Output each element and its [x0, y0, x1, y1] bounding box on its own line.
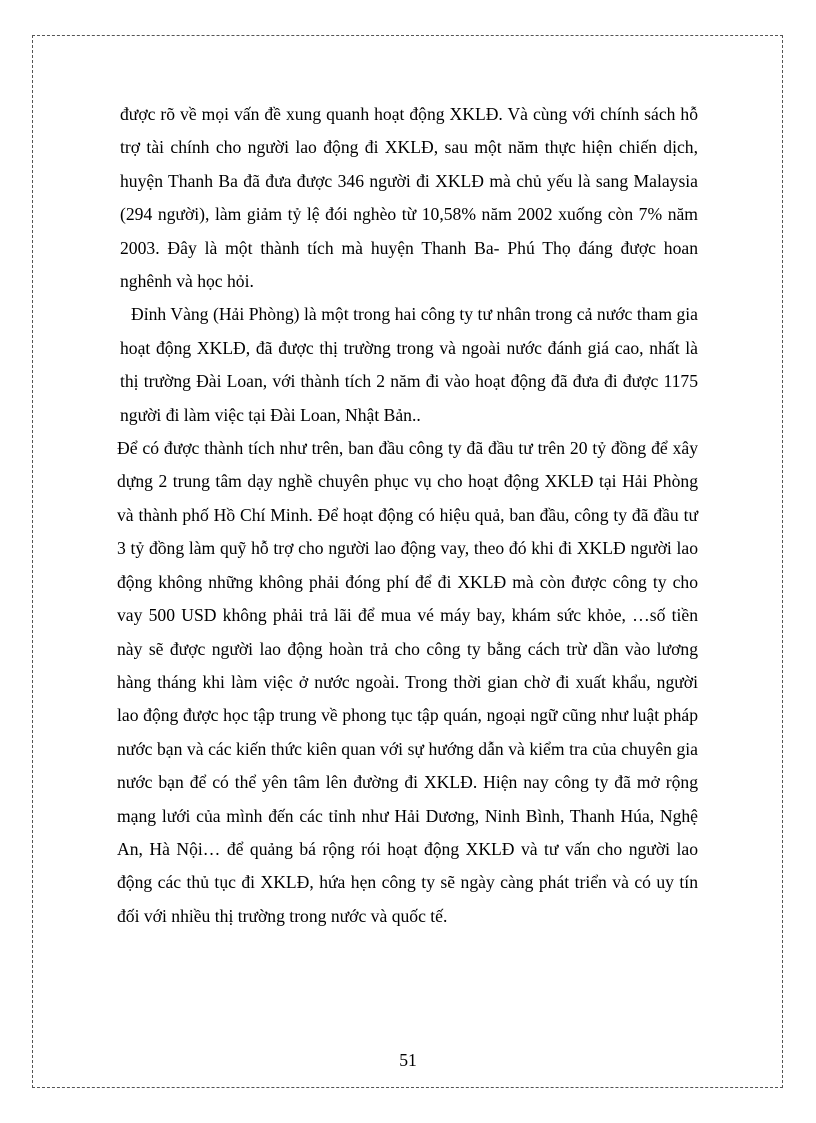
- paragraph-thanh-ba: được rõ về mọi vấn đề xung quanh hoạt động XKLĐ. Và cùng với chính sách hỗ trợ tài chính cho người lao động đi XKLĐ, sau một năm thực hiện chiến dịch, huyện Thanh Ba đã đưa được 346 người đi XKLĐ mà chủ yếu là sang Malaysia (294 người), làm giảm tỷ lệ đói nghèo từ 10,58% năm 2002 xuống còn 7% năm 2003. Đây là một thành tích mà huyện Thanh Ba- Phú Thọ đáng được hoan nghênh và học hỏi.: [120, 104, 698, 292]
- document-body: [117, 98, 698, 933]
- page-number: 51: [399, 1050, 417, 1070]
- paragraph-company-investment: Để có được thành tích như trên, ban đầu công ty đã đầu tư trên 20 tỷ đồng để xây dựng 2 trung tâm dạy nghề chuyên phục vụ cho hoạt động XKLĐ tại Hải Phòng và thành phố Hồ Chí Minh. Để hoạt động có hiệu quả, ban đầu, công ty đã đầu tư 3 tỷ đồng làm quỹ hỗ trợ cho người lao động vay, theo đó khi đi XKLĐ người lao động không những không phải đóng phí để đi XKLĐ mà còn được công ty cho vay 500 USD không phải trả lãi để mua vé máy bay, khám sức khỏe, …số tiền này sẽ được người lao động hoàn trả cho công ty bằng cách trừ dần vào lương hàng tháng khi làm việc ở nước ngoài. Trong thời gian chờ đi xuất khẩu, người lao động được học tập trung về phong tục tập quán, ngoại ngữ cũng như luật pháp nước bạn và các kiến thức kiên quan với sự hướng dẫn và kiểm tra của chuyên gia nước bạn để có thể yên tâm lên đường đi XKLĐ. Hiện nay công ty đã mở rộng mạng lưới của mình đến các tỉnh như Hải Dương, Ninh Bình, Thanh Húa, Nghệ An, Hà Nội… để quảng bá rộng rói hoạt động XKLĐ và tư vấn cho người lao động các thủ tục đi XKLĐ, hứa hẹn công ty sẽ ngày càng phát triển và có uy tín đối với nhiều thị trường trong nước và quốc tế.: [117, 438, 698, 926]
- paragraph-dinh-vang: Đỉnh Vàng (Hải Phòng) là một trong hai công ty tư nhân trong cả nước tham gia hoạt động XKLĐ, đã được thị trường trong và ngoài nước đánh giá cao, nhất là thị trường Đài Loan, với thành tích 2 năm đi vào hoạt động đã đưa đi được 1175 người đi làm việc tại Đài Loan, Nhật Bản..: [120, 304, 698, 425]
